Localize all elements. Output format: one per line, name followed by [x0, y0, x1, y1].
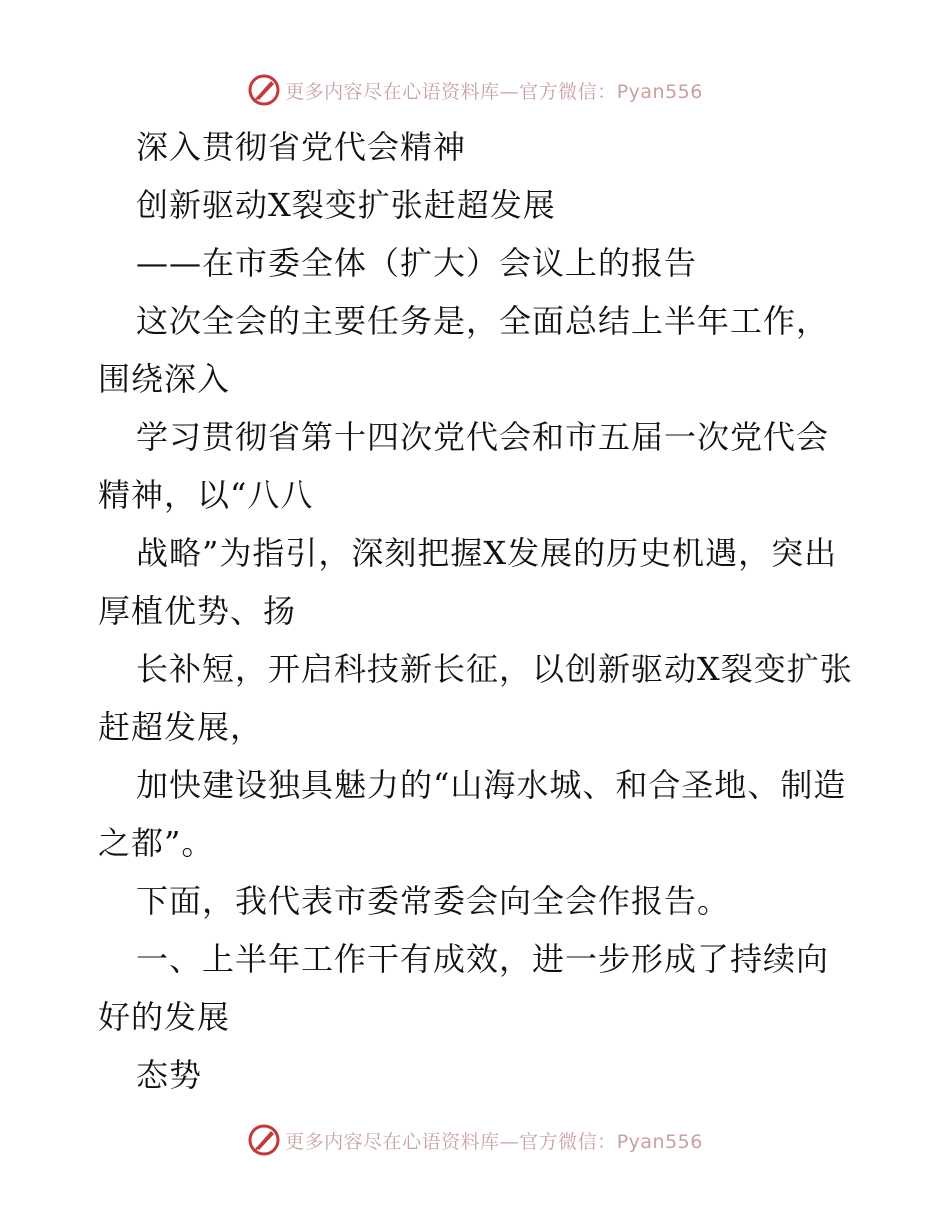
- paragraph: 这次全会的主要任务是，全面总结上半年工作，围绕深入: [98, 302, 830, 398]
- paragraph: 战略”为指引，深刻把握X发展的历史机遇，突出厚植优势、扬: [98, 534, 838, 630]
- paragraph: 长补短，开启科技新长征，以创新驱动X裂变扩张赶超发展，: [98, 650, 853, 746]
- document-body: [98, 118, 858, 1104]
- header-watermark: [0, 70, 950, 110]
- paragraph: 加快建设独具魅力的“山海水城、和合圣地、制造之都”。: [98, 766, 847, 862]
- watermark-text: 更多内容尽在心语资料库—官方微信：Pyan556: [285, 80, 703, 103]
- watermark-text: 更多内容尽在心语资料库—官方微信：Pyan556: [285, 1130, 703, 1153]
- title-line-2: 创新驱动X裂变扩张赶超发展: [136, 186, 556, 224]
- title-line-1: 深入贯彻省党代会精神: [136, 128, 467, 166]
- paragraph: 下面，我代表市委常委会向全会作报告。: [136, 882, 731, 920]
- quill-logo-icon: [247, 73, 281, 107]
- section-heading: 一、上半年工作干有成效，进一步形成了持续向好的发展: [98, 940, 830, 1036]
- subtitle-line: ——在市委全体（扩大）会议上的报告: [136, 244, 698, 282]
- paragraph: 学习贯彻省第十四次党代会和市五届一次党代会精神，以“八八: [98, 418, 830, 514]
- paragraph: 态势: [136, 1056, 203, 1094]
- footer-watermark: [0, 1120, 950, 1160]
- quill-logo-icon: [247, 1123, 281, 1157]
